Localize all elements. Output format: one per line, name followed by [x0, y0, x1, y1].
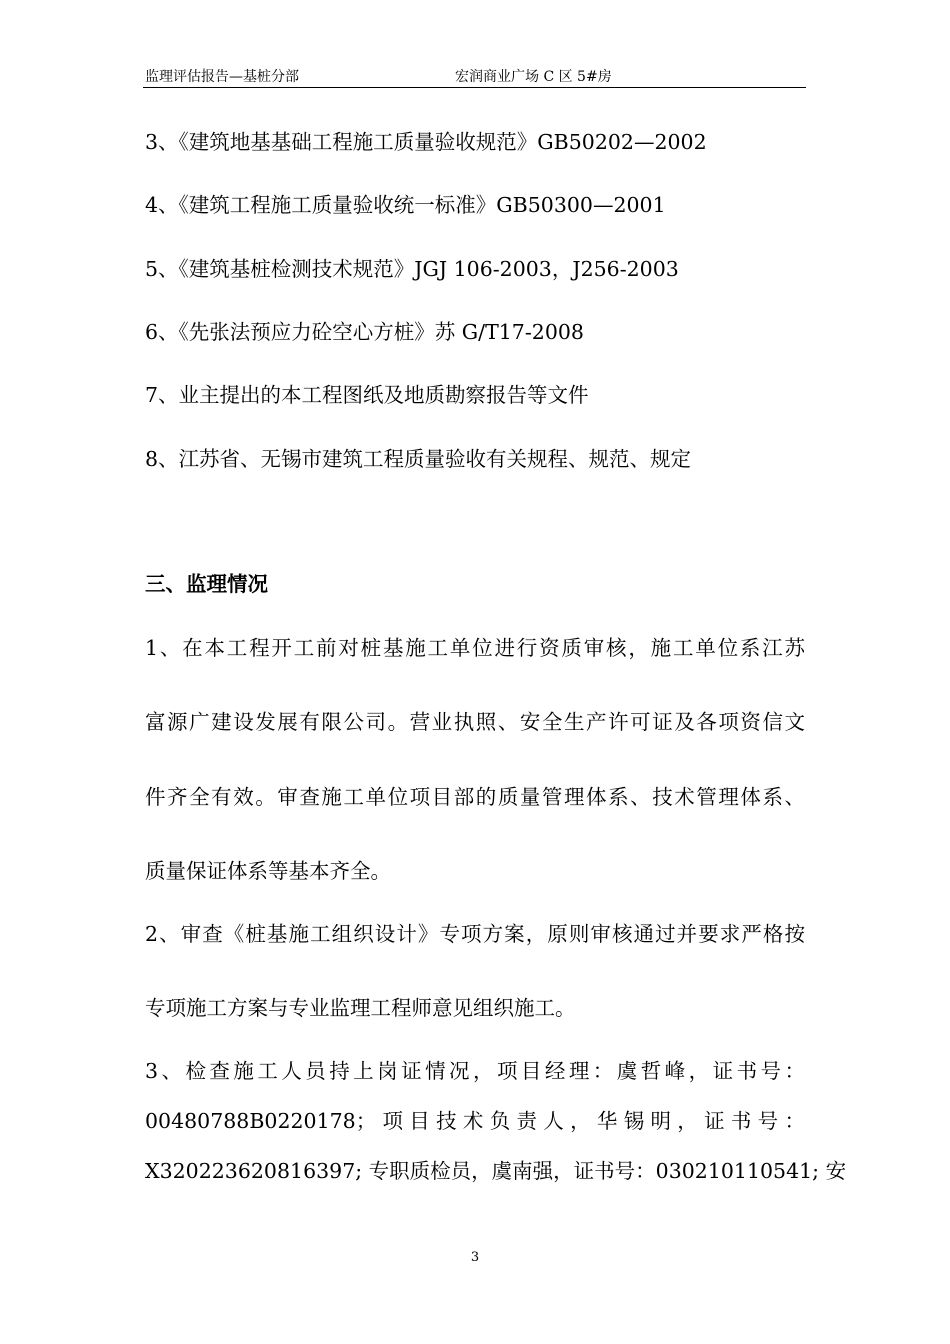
paragraph-line: 件齐全有效。审查施工单位项目部的质量管理体系、技术管理体系、: [145, 785, 805, 809]
paragraph-line: 富源广建设发展有限公司。营业执照、安全生产许可证及各项资信文: [145, 710, 805, 734]
reference-item: 7、业主提出的本工程图纸及地质勘察报告等文件: [145, 383, 589, 407]
paragraph-line: 1、在本工程开工前对桩基施工单位进行资质审核，施工单位系江苏: [145, 636, 805, 660]
paragraph-line: 专项施工方案与专业监理工程师意见组织施工。: [145, 996, 576, 1020]
paragraph-line: 3、检查施工人员持上岗证情况，项目经理：虞哲峰，证书号：: [145, 1059, 805, 1083]
section-heading: 三、监理情况: [145, 572, 268, 596]
header-divider: [143, 87, 806, 88]
reference-item: 8、江苏省、无锡市建筑工程质量验收有关规程、规范、规定: [145, 447, 692, 471]
running-header-title: 监理评估报告—基桩分部: [145, 69, 299, 85]
running-header-project: 宏润商业广场 C 区 5#房: [455, 69, 612, 85]
paragraph-line: 质量保证体系等基本齐全。: [145, 859, 391, 883]
paragraph-line: 2、审查《桩基施工组织设计》专项方案，原则审核通过并要求严格按: [145, 922, 805, 946]
paragraph-line: 00480788B0220178；项目技术负责人，华锡明，证书号：: [145, 1109, 805, 1133]
paragraph-line: X320223620816397; 专职质检员，虞南强，证书号：030210110541; 安: [145, 1159, 847, 1183]
reference-item: 6、《先张法预应力砼空心方桩》苏 G/T17-2008: [145, 320, 584, 344]
reference-item: 3、《建筑地基基础工程施工质量验收规范》GB50202—2002: [145, 130, 707, 154]
reference-item: 4、《建筑工程施工质量验收统一标准》GB50300—2001: [145, 193, 666, 217]
reference-item: 5、《建筑基桩检测技术规范》JGJ 106-2003，J256-2003: [145, 257, 679, 281]
page-number: 3: [470, 1250, 480, 1265]
